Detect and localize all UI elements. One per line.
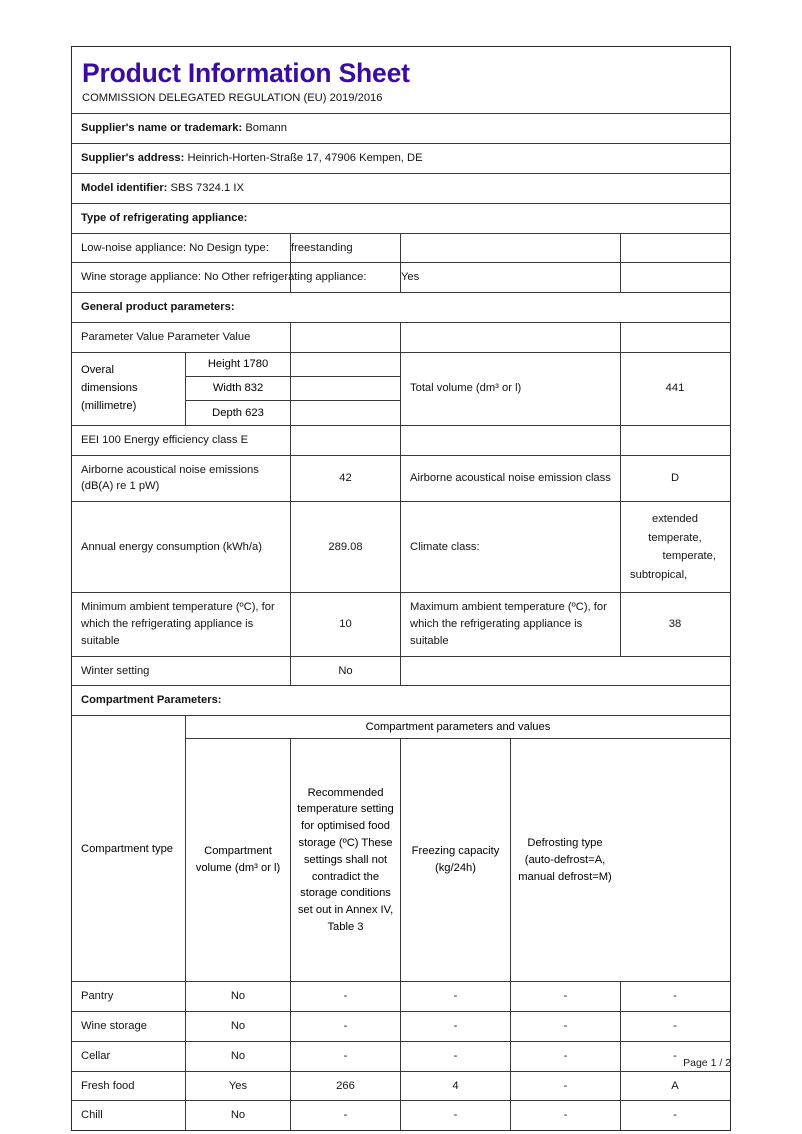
dimensions-label-line-2: dimensions <box>81 381 138 394</box>
compartment-type-cell: Wine storage <box>72 1012 186 1041</box>
noise-emissions-value: 42 <box>291 456 401 502</box>
dimension-width: Width 832 <box>186 377 291 401</box>
eei-label: EEI 100 Energy efficiency class E <box>72 426 291 455</box>
dimensions-blank-column <box>291 353 401 425</box>
appliance-type-section-label: Type of refrigerating appliance: <box>81 211 248 224</box>
dimensions-label-line-1: Overal <box>81 363 114 376</box>
climate-class-line-4: subtropical, <box>630 568 688 581</box>
annual-energy-label: Annual energy consumption (kWh/a) <box>72 502 291 592</box>
dimensions-total-volume-row <box>72 353 730 426</box>
table-row <box>72 1072 730 1102</box>
climate-class-label: Climate class: <box>401 502 621 592</box>
climate-class-line-3: temperate, <box>662 550 716 563</box>
compartment-present-cell: No <box>186 1101 291 1130</box>
compartment-present-cell: No <box>186 1012 291 1041</box>
compartment-freezing-cell: - <box>511 982 621 1011</box>
min-ambient-label: Minimum ambient temperature (ºC), for which the refrigerating appliance is suitable <box>72 593 291 655</box>
compartment-group-header-label: Compartment parameters and values <box>186 716 730 739</box>
table-row <box>72 1012 730 1042</box>
climate-class-line-1: extended <box>651 513 699 526</box>
supplier-name-value: Bomann <box>245 122 287 135</box>
compartment-defrost-cell: - <box>673 1019 677 1032</box>
page-title: Product Information Sheet <box>82 58 410 88</box>
compartment-temperature-cell: - <box>401 982 511 1011</box>
low-noise-label: Low-noise appliance: No Design type: <box>81 241 269 254</box>
model-identifier-label: Model identifier: <box>81 182 168 195</box>
compartment-volume-cell: - <box>291 1012 401 1041</box>
compartment-temperature-cell: - <box>401 1101 511 1130</box>
title-row <box>72 47 730 114</box>
compartment-temperature-cell: 4 <box>401 1072 511 1101</box>
compartment-temperature-cell: - <box>401 1012 511 1041</box>
supplier-address-label: Supplier's address: <box>81 152 185 165</box>
compartment-type-header: Compartment type <box>81 843 174 856</box>
compartment-type-cell: Fresh food <box>72 1072 186 1101</box>
general-parameters-section-label: General product parameters: <box>81 301 235 314</box>
parameter-value-header-row <box>72 323 730 353</box>
eei-row <box>72 426 730 456</box>
low-noise-spacer-cell-2 <box>621 234 729 263</box>
recommended-temperature-header: Recommended temperature setting for optimised food storage (ºC) These settings shall not contradict the storage conditions set out in Annex IV, Table 3 <box>291 739 401 981</box>
compartment-volume-header: Compartment volume (dm³ or l) <box>186 739 291 981</box>
compartment-parameters-section-row <box>72 686 730 716</box>
dimensions-label <box>72 353 186 425</box>
product-info-table <box>71 46 731 1131</box>
max-ambient-label: Maximum ambient temperature (ºC), for which the refrigerating appliance is suitable <box>401 593 621 655</box>
compartment-type-cell: Cellar <box>72 1042 186 1071</box>
eei-spacer-3 <box>621 426 729 455</box>
compartment-freezing-cell: - <box>511 1101 621 1130</box>
compartment-volume-cell: 266 <box>291 1072 401 1101</box>
parameter-header-spacer-2 <box>401 323 621 352</box>
annual-energy-value: 289.08 <box>291 502 401 592</box>
supplier-address-value: Heinrich-Horten-Straße 17, 47906 Kempen, DE <box>187 152 423 165</box>
annual-energy-climate-row <box>72 502 730 593</box>
table-row <box>72 981 730 1012</box>
low-noise-design-type-row <box>72 234 730 264</box>
dimensions-group <box>72 353 291 425</box>
wine-storage-appliance-cell <box>72 263 367 292</box>
winter-setting-value: No <box>291 657 401 686</box>
compartment-freezing-cell: - <box>511 1042 621 1071</box>
compartment-present-cell: No <box>186 1042 291 1071</box>
low-noise-spacer-cell-1 <box>401 234 621 263</box>
design-type-value-cell: freestanding <box>291 234 401 263</box>
winter-setting-label: Winter setting <box>72 657 291 686</box>
compartment-defrost-cell: - <box>673 990 677 1003</box>
winter-setting-spacer <box>401 657 729 686</box>
dimensions-blank-2 <box>291 377 401 401</box>
page-footer: Page 1 / 2 <box>683 1057 731 1069</box>
supplier-name-cell <box>72 114 730 143</box>
compartment-type-cell: Pantry <box>72 982 186 1011</box>
total-volume-label: Total volume (dm³ or l) <box>401 353 621 425</box>
compartment-temperature-cell: - <box>401 1042 511 1071</box>
dimensions-blank-1 <box>291 353 401 377</box>
dimension-depth: Depth 623 <box>186 401 291 425</box>
winter-setting-row <box>72 657 730 687</box>
wine-storage-spacer-cell-2 <box>621 263 729 292</box>
supplier-name-row <box>72 114 730 144</box>
model-identifier-cell <box>72 174 730 203</box>
low-noise-cell <box>72 234 291 263</box>
climate-class-value <box>621 502 729 592</box>
compartment-defrost-cell: - <box>673 1109 677 1122</box>
eei-spacer-2 <box>401 426 621 455</box>
min-ambient-value: 10 <box>291 593 401 655</box>
compartment-defrost-cell: - <box>673 1049 677 1062</box>
defrosting-type-header: Defrosting type (auto-defrost=A, manual defrost=M) <box>518 836 612 883</box>
supplier-address-cell <box>72 144 730 173</box>
noise-emissions-row <box>72 456 730 503</box>
compartment-volume-cell: - <box>291 1101 401 1130</box>
parameter-header-spacer-3 <box>621 323 729 352</box>
model-identifier-row <box>72 174 730 204</box>
wine-storage-other-appliance-row <box>72 263 730 293</box>
wine-storage-appliance-label: Wine storage appliance: No Other refrigerating appliance: <box>81 271 367 284</box>
max-ambient-value: 38 <box>668 617 682 630</box>
climate-class-line-2: temperate, <box>648 531 702 544</box>
compartment-present-cell: No <box>186 982 291 1011</box>
supplier-name-label: Supplier's name or trademark: <box>81 122 243 135</box>
model-identifier-value: SBS 7324.1 IX <box>170 182 244 195</box>
compartment-volume-cell: - <box>291 982 401 1011</box>
freezing-capacity-header: Freezing capacity (kg/24h) <box>401 739 511 981</box>
compartment-parameters-section-label: Compartment Parameters: <box>81 694 222 707</box>
compartment-rows <box>72 981 730 1130</box>
supplier-address-row <box>72 144 730 174</box>
ambient-temperature-row <box>72 593 730 656</box>
regulation-reference: COMMISSION DELEGATED REGULATION (EU) 2019/2016 <box>82 92 383 105</box>
compartment-column-headers <box>186 739 730 981</box>
compartment-freezing-cell: - <box>511 1012 621 1041</box>
compartment-present-cell: Yes <box>186 1072 291 1101</box>
appliance-type-section-row <box>72 204 730 234</box>
dimensions-values-column <box>186 353 291 425</box>
eei-spacer-1 <box>291 426 401 455</box>
noise-emissions-label: Airborne acoustical noise emissions (dB(A) re 1 pW) <box>72 456 291 502</box>
other-appliance-value-cell: Yes <box>401 263 621 292</box>
noise-class-label: Airborne acoustical noise emission class <box>401 456 621 502</box>
parameter-header-spacer-1 <box>291 323 401 352</box>
dimension-height: Height 1780 <box>186 353 291 377</box>
noise-class-value: D <box>670 472 680 485</box>
dimensions-blank-3 <box>291 401 401 425</box>
compartment-volume-cell: - <box>291 1042 401 1071</box>
compartment-defrost-cell: A <box>671 1079 679 1092</box>
compartment-group-header-block <box>186 716 730 981</box>
compartment-type-cell: Chill <box>72 1101 186 1130</box>
compartment-freezing-cell: - <box>511 1072 621 1101</box>
general-parameters-section-row <box>72 293 730 323</box>
dimensions-label-line-3: (millimetre) <box>81 399 137 412</box>
table-row <box>72 1101 730 1130</box>
parameter-value-header-cell: Parameter Value Parameter Value <box>72 323 291 352</box>
total-volume-value: 441 <box>665 382 685 395</box>
